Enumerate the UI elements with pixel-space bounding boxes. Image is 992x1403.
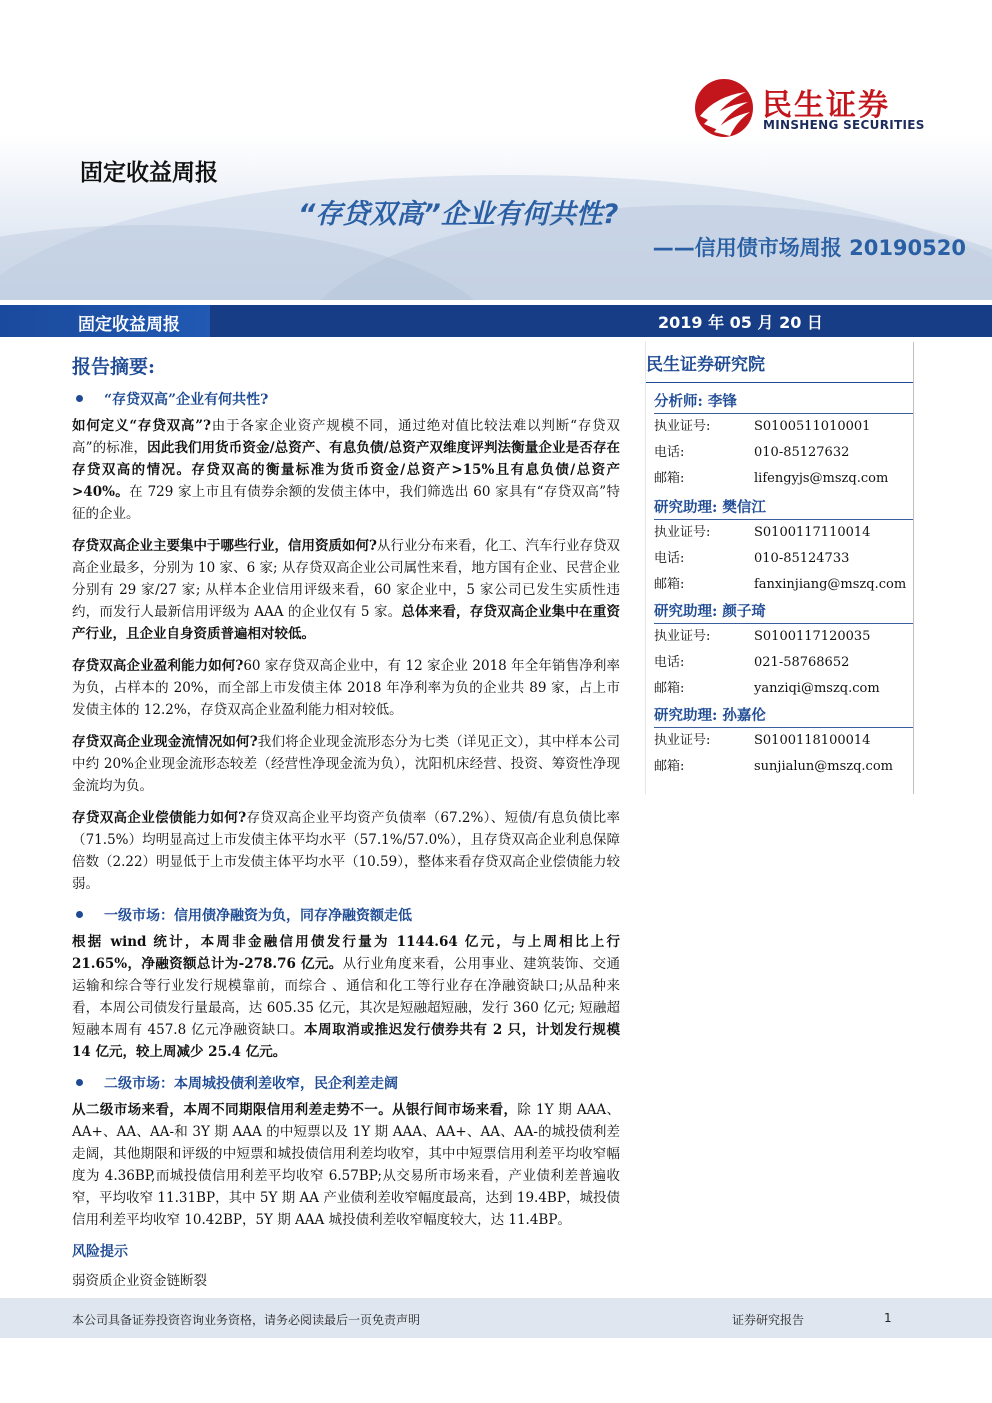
risk-title: 风险提示 bbox=[72, 1244, 128, 1260]
logo-text-cn: 民生证券 bbox=[762, 88, 890, 123]
info-key: 电话: bbox=[654, 445, 685, 460]
analyst-role: 分析师: 李锋 bbox=[654, 390, 913, 414]
bold-text: 如何定义“存贷双高”? bbox=[72, 418, 211, 434]
summary-paragraph bbox=[72, 731, 620, 797]
bold-text: 本周取消或推迟发行债券共有 2 只，计划发行规模 14 亿元，较上周减少 25.4 亿元。 bbox=[72, 1022, 620, 1060]
body-text: 除 1Y 期 AAA、AA+、AA、AA-和 3Y 期 AAA 的中短票以及 1Y 期 AAA、AA+、AA、AA-的城投债利差走阔，其他期限和评级的中短票和城投债信用利差均收窄，其中中短票信用利差平均收窄幅度为 4.36BP,而城投债信用利差平均收窄 6.57BP;从交易所市场来看，产业债利差普遍收窄，平均收窄 11.31BP，其中 5Y 期 AA 产业债利差收窄幅度最高，达到 19.4BP，城投债信用利差平均收窄 10.42BP，5Y 期 AAA 城投债利差收窄幅度较大，达 11.4BP。 bbox=[72, 1102, 621, 1228]
bold-text: 根据 wind 统计，本周非金融信用债发行量为 1144.64 亿元，与上周相比上行 21.65%，净融资额总计为-278.76 亿元。 bbox=[72, 934, 620, 972]
email-link[interactable]: lifengyjs@mszq.com bbox=[754, 471, 889, 486]
info-key: 执业证号: bbox=[654, 733, 711, 748]
risk-text: 弱资质企业资金链断裂 bbox=[72, 1273, 207, 1289]
info-key: 电话: bbox=[654, 551, 685, 566]
info-value: 010-85124733 bbox=[754, 551, 850, 566]
page-subtitle: ——信用债市场周报 20190520 bbox=[652, 236, 966, 260]
summary-paragraph bbox=[72, 655, 620, 721]
info-row bbox=[654, 572, 913, 598]
band-label-box bbox=[0, 305, 210, 337]
info-key: 执业证号: bbox=[654, 525, 711, 540]
summary-paragraph bbox=[72, 807, 620, 895]
info-value: 021-58768652 bbox=[754, 655, 850, 670]
analyst-role: 研究助理: 孙嘉伦 bbox=[654, 704, 913, 728]
summary-column bbox=[72, 352, 620, 1289]
info-key: 电话: bbox=[654, 655, 685, 670]
bullet-heading: 一级市场：信用债净融资为负，同存净融资额走低 bbox=[72, 905, 620, 925]
info-value: S0100118100014 bbox=[754, 733, 871, 748]
info-key: 执业证号: bbox=[654, 419, 711, 434]
company-logo bbox=[694, 78, 924, 138]
email-link[interactable]: sunjialun@mszq.com bbox=[754, 759, 893, 774]
email-link[interactable]: fanxinjiang@mszq.com bbox=[754, 577, 907, 592]
bold-text: 存贷双高企业盈利能力如何? bbox=[72, 658, 244, 674]
analyst-block bbox=[654, 496, 913, 598]
summary-paragraph bbox=[72, 1099, 620, 1231]
bold-text: 总体来看，存贷双高企业集中在重资产行业，且企业自身资质普遍相对较低。 bbox=[72, 604, 620, 642]
body-text: 存贷双高企业平均资产负债率（67.2%）、短债/有息负债比率（71.5%）均明显高过上市发债主体平均水平（57.1%/57.0%），且存贷双高企业利息保障倍数（2.22）明显低于上市发债主体平均水平（10.59），整体来看存贷双高企业偿债能力较弱。 bbox=[72, 810, 620, 892]
info-key: 邮箱: bbox=[654, 577, 685, 592]
summary-paragraph bbox=[72, 535, 620, 645]
body-text: 从行业分布来看，化工、汽车行业存贷双高企业最多，分别为 10 家、6 家; 从存贷双高企业公司属性来看，地方国有企业、民营企业分别有 29 家/27 家; 从样本企业信用评级来看，60 家企业中，5 家公司已发生实质性违约，而发行人最新信用评级为 AAA 的企业仅有 5 家。 bbox=[72, 538, 620, 620]
logo-text-en: MINSHENG SECURITIES bbox=[763, 118, 925, 132]
info-key: 邮箱: bbox=[654, 681, 685, 696]
summary-title: 报告摘要: bbox=[72, 356, 156, 378]
analyst-block bbox=[654, 600, 913, 702]
bold-text: 存贷双高企业现金流情况如何? bbox=[72, 734, 258, 750]
summary-paragraph bbox=[72, 415, 620, 525]
bullet-heading: “存贷双高”企业有何共性? bbox=[72, 389, 620, 409]
info-row bbox=[654, 676, 913, 702]
info-row bbox=[654, 754, 913, 780]
info-row bbox=[654, 440, 913, 466]
info-row bbox=[654, 466, 913, 492]
page-footer bbox=[0, 1298, 992, 1338]
info-row bbox=[654, 650, 913, 676]
email-link[interactable]: yanziqi@mszq.com bbox=[754, 681, 880, 696]
page-title: “存贷双高”企业有何共性? bbox=[298, 199, 619, 230]
analyst-block bbox=[654, 704, 913, 780]
body-text: 60 家存贷双高企业中，有 12 家企业 2018 年全年销售净利率为负，占样本的 20%，而全部上市发债主体 2018 年净利率为负的企业共 89 家，占上市发债主体的 12.2%，存贷双高企业盈利能力相对较低。 bbox=[72, 658, 620, 718]
info-row bbox=[654, 546, 913, 572]
info-row bbox=[654, 414, 913, 440]
info-row bbox=[654, 624, 913, 650]
analyst-role: 研究助理: 颜子琦 bbox=[654, 600, 913, 624]
info-row bbox=[654, 520, 913, 546]
info-row bbox=[654, 728, 913, 754]
body-text: 由于各家企业资产规模不同，通过绝对值比较法难以判断“存贷双高”的标准， bbox=[72, 418, 620, 456]
section-band bbox=[0, 305, 992, 337]
bold-text: 存贷双高企业主要集中于哪些行业，信用资质如何? bbox=[72, 538, 377, 554]
info-value: S0100117120035 bbox=[754, 629, 871, 644]
bold-text: 因此我们用货币资金/总资产、有息负债/总资产双维度评判法衡量企业是否存在存贷双高的情况。存贷双高的衡量标准为货币资金/总资产>15%且有息负债/总资产>40%。 bbox=[72, 440, 620, 500]
info-value: S0100117110014 bbox=[754, 525, 871, 540]
footer-disclaimer: 本公司具备证券投资咨询业务资格，请务必阅读最后一页免责声明 bbox=[72, 1313, 421, 1327]
sidebar bbox=[645, 342, 914, 794]
band-label: 固定收益周报 bbox=[78, 315, 180, 335]
info-key: 邮箱: bbox=[654, 759, 685, 774]
info-key: 邮箱: bbox=[654, 471, 685, 486]
info-value: S0100511010001 bbox=[754, 419, 871, 434]
body-text: 在 729 家上市且有债券余额的发债主体中，我们筛选出 60 家具有“存贷双高”特征的企业。 bbox=[72, 484, 620, 522]
info-value: 010-85127632 bbox=[754, 445, 850, 460]
analyst-role: 研究助理: 樊信江 bbox=[654, 496, 913, 520]
footer-doc-type: 证券研究报告 bbox=[732, 1313, 805, 1327]
body-text: 从行业角度来看，公用事业、建筑装饰、交通运输和综合等行业发行规模靠前，而综合 、通信和化工等行业存在净融资缺口;从品种来看，本周公司债发行量最高，达 605.35 亿元，其次是短融超短融，发行 360 亿元; 短融超短融本周有 457.8 亿元净融资缺口。 bbox=[72, 956, 620, 1038]
bold-text: 存贷双高企业偿债能力如何? bbox=[72, 810, 247, 826]
summary-paragraph bbox=[72, 931, 620, 1063]
bold-text: 从二级市场来看，本周不同期限信用利差走势不一。从银行间市场来看， bbox=[72, 1102, 518, 1118]
report-date: 2019 年 05 月 20 日 bbox=[658, 313, 823, 332]
logo-mark-icon bbox=[694, 78, 754, 138]
divider bbox=[646, 382, 913, 383]
institute-name: 民生证券研究院 bbox=[646, 355, 765, 375]
body-text: 我们将企业现金流形态分为七类（详见正文），其中样本公司中约 20%企业现金流形态较差（经营性净现金流为负），沈阳机床经营、投资、筹资性净现金流均为负。 bbox=[72, 734, 620, 794]
page-number: 1 bbox=[884, 1311, 892, 1325]
bullet-heading: 二级市场：本周城投债利差收窄，民企利差走阔 bbox=[72, 1073, 620, 1093]
info-key: 执业证号: bbox=[654, 629, 711, 644]
analyst-block bbox=[654, 390, 913, 492]
report-type: 固定收益周报 bbox=[80, 160, 218, 186]
